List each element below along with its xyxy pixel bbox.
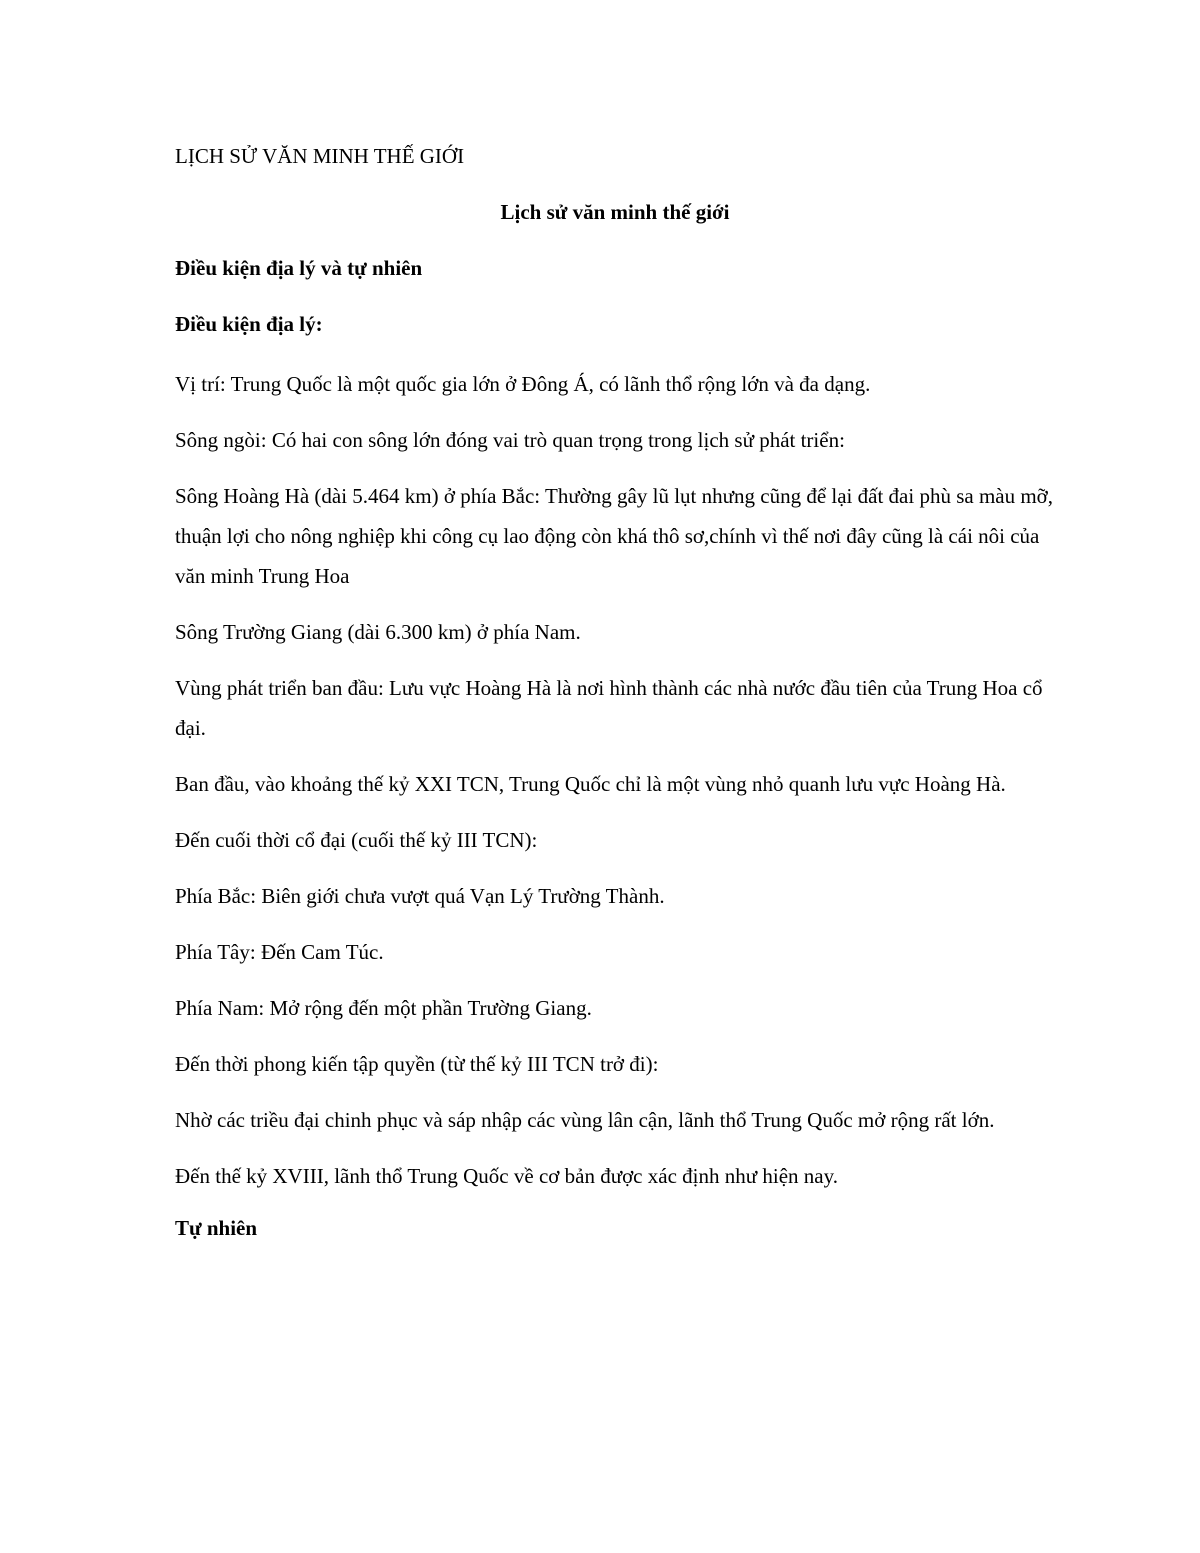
paragraph-early-territory: Ban đầu, vào khoảng thế kỷ XXI TCN, Trung Quốc chỉ là một vùng nhỏ quanh lưu vực Hoàng Hà. <box>175 772 1006 796</box>
paragraph-south-border: Phía Nam: Mở rộng đến một phần Trường Giang. <box>175 996 592 1020</box>
paragraph-north-border: Phía Bắc: Biên giới chưa vượt quá Vạn Lý Trường Thành. <box>175 884 665 908</box>
section-heading-nature: Tự nhiên <box>175 1216 258 1240</box>
paragraph-18th-century: Đến thế kỷ XVIII, lãnh thổ Trung Quốc về cơ bản được xác định như hiện nay. <box>175 1164 838 1188</box>
paragraph-yangtze-river: Sông Trường Giang (dài 6.300 km) ở phía Nam. <box>175 620 581 644</box>
paragraph-late-ancient: Đến cuối thời cổ đại (cuối thế kỷ III TCN): <box>175 828 538 852</box>
paragraph-expansion: Nhờ các triều đại chinh phục và sáp nhập các vùng lân cận, lãnh thổ Trung Quốc mở rộng rất lớn. <box>175 1108 995 1132</box>
paragraph-initial-region: Vùng phát triển ban đầu: Lưu vực Hoàng Hà là nơi hình thành các nhà nước đầu tiên của Trung Hoa cổ đại. <box>175 676 1043 740</box>
paragraph-yellow-river: Sông Hoàng Hà (dài 5.464 km) ở phía Bắc: Thường gây lũ lụt nhưng cũng để lại đất đai phù sa màu mỡ, thuận lợi cho nông nghiệp khi công cụ lao động còn khá thô sơ,chính vì thế nơi đây cũng là cái nôi của văn minh Trung Hoa <box>175 484 1054 588</box>
section-heading-geography-nature: Điều kiện địa lý và tự nhiên <box>175 256 423 280</box>
document-body <box>175 140 1055 1268</box>
paragraph-rivers: Sông ngòi: Có hai con sông lớn đóng vai trò quan trọng trong lịch sử phát triển: <box>175 428 845 452</box>
paragraph-feudal-era: Đến thời phong kiến tập quyền (từ thế kỷ III TCN trở đi): <box>175 1052 659 1076</box>
document-title: LỊCH SỬ VĂN MINH THẾ GIỚI <box>175 144 465 168</box>
paragraph-location: Vị trí: Trung Quốc là một quốc gia lớn ở Đông Á, có lãnh thổ rộng lớn và đa dạng. <box>175 372 871 396</box>
section-heading-geography: Điều kiện địa lý: <box>175 312 323 336</box>
document-subtitle: Lịch sử văn minh thế giới <box>500 200 730 224</box>
paragraph-west-border: Phía Tây: Đến Cam Túc. <box>175 940 384 964</box>
